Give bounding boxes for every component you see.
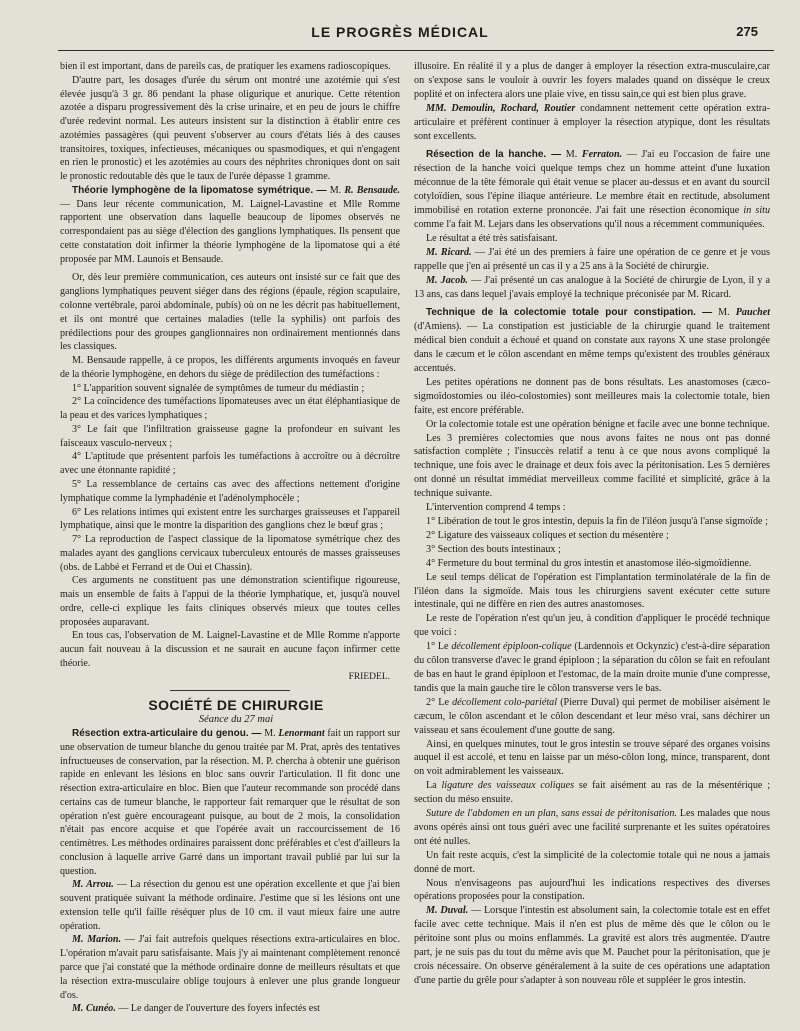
paragraph: M. Jacob. — J'ai présenté un cas analogue à la Société de chirurgie de Lyon, il y a 13 ans, cas dans lequel j'avais employé la technique préconisée par M. Ricard. xyxy=(414,274,770,300)
author-name: Ferraton. xyxy=(581,149,623,161)
speaker-name: M. Ricard. xyxy=(426,246,472,258)
paragraph: Les 3 premières colectomies que nous avons faites ne nous ont pas donné satisfaction complète ; l'insuccès relatif a tenu à ce que nous avons compliqué la technique, une fois avec le drainage et deux fois avec la péritonisation. Les 5 dernières ont donné un résultat immédiat merveilleux comme facilité et simplicité, grâce à la technique suivante. xyxy=(414,432,770,500)
paragraph: bien il est important, dans de pareils cas, de pratiquer les examens radioscopiques. xyxy=(60,61,391,72)
paragraph: Or la colectomie totale est une opération bénigne et facile avec une bonne technique. xyxy=(426,418,770,430)
paragraph: MM. Demoulin, Rochard, Routier condamnent nettement cette opération extra-articulaire et préfèrent continuer à employer la résection atypique, dont les résultats sont excellents. xyxy=(414,102,771,142)
paragraph: Les petites opérations ne donnent pas de bons résultats. Les anastomoses (cæco-sigmoïdostomies ou iléo-colostomies) sont meilleures mais la colectomie totale, bien faite, est encore préférable. xyxy=(414,376,770,416)
header-rule xyxy=(58,50,774,51)
paragraph: L'intervention comprend 4 temps : xyxy=(426,502,566,514)
paragraph: Le seul temps délicat de l'opération est l'implantation terminolatérale de la fin de l'iléon dans la sigmoïde. Mais tous les chirurgiens savent exécuter cette suture intestinale, qui ne diffère en rien des autres anastomoses. xyxy=(414,571,770,611)
resection-genou-article: Résection extra-articulaire du genou. — M. Lenormant fait un rapport sur une observation de tumeur blanche du genou traitée par M. Prat, après des tentatives infructueuses de conservation, par la résection. M. P. chercha à obtenir une guérison rapide en enlevant les lésions en bloc sans ouvrir l'articulation. Il fit donc une résection extra-articulaire en bloc. Bien que l'auteur recommande son procédé dans certains cas de tumeur blanche, le rapporteur fait remarquer que le résultat de son opération n'est guère encourageant puisque, au bout de 2 mois, la consolidation n'était pas encore acquise et que l'opérée avait un raccourcissement de 16 centimètres. Les méthodes ordinaires paraissent donc préférables et c'est d'ailleurs la conclusion à laquelle arrive Garré dans un important travail publié par lui sur la question. xyxy=(60,727,401,877)
session-date: Séance du 27 mai xyxy=(198,714,274,726)
list-item: 3° Section des bouts intestinaux ; xyxy=(426,543,561,555)
left-column xyxy=(60,60,400,1016)
list-item: 6° Les relations intimes qui existent entre les surcharges graisseuses et l'appareil lymphatique, ainsi que le montre la disparition des ganglions chez le bœuf gras ; xyxy=(60,506,400,532)
speaker-name: M. Cunéo. xyxy=(72,1003,116,1015)
paragraph: Le résultat a été très satisfaisant. xyxy=(426,232,558,244)
article-title: Résection extra-articulaire du genou. — xyxy=(72,727,262,739)
paragraph: La ligature des vaisseaux coliques se fait aisément au ras de la mésentérique ; section du méso ensuite. xyxy=(414,780,771,806)
list-item: 2° Ligature des vaisseaux coliques et section du mésentère ; xyxy=(426,529,669,541)
colectomie-article: Technique de la colectomie totale pour constipation. — M. Pauchet (d'Amiens). — La constipation est justiciable de la chirurgie quand le traitement médical bien conduit a échoué et quand on constate aux rayons X une stase prolongée dans le cæcum et le côlon ascendant en même temps qu'existent des troubles généraux accentués. xyxy=(414,307,771,375)
paragraph: En tous cas, l'observation de M. Laignel-Lavastine et de Mlle Romme n'apporte aucun fait nouveau à la discussion et ne saurait en aucune façon infirmer cette théorie. xyxy=(60,630,400,669)
page-header xyxy=(0,6,800,46)
paragraph: Ainsi, en quelques minutes, tout le gros intestin se trouve séparé des organes voisins auquel il est accolé, et tenu en laisse par un méso-côlon long, mince, transparent, dont on voit admirablement les vaisseaux. xyxy=(414,738,770,778)
speaker-name: M. Arrou. xyxy=(72,879,114,891)
list-item: 3° Le fait que l'infiltration graisseuse gagne la profondeur en suivant les faisceaux vasculo-nerveux ; xyxy=(60,423,400,449)
list-item: 2° La coïncidence des tuméfactions lipomateuses avec un état éléphantiasique de la peau et des varices lymphatiques ; xyxy=(60,396,400,422)
paragraph: Suture de l'abdomen en un plan, sans essai de péritonisation. Les malades que nous avons opérés ainsi ont tous guéri avec une facilité surprenante et les suites opératoires ont été nulles. xyxy=(414,808,770,847)
list-item: 7° La reproduction de l'aspect classique de la lipomatose symétrique chez des malades ayant des ganglions cervicaux tuberculeux entourés de masses graisseuses (obs. de Labbé et Ferrand et de Oui et Chassin). xyxy=(60,534,400,573)
author-name: Lenormant xyxy=(278,727,325,739)
paragraph: Ces arguments ne constituent pas une démonstration scientifique rigoureuse, mais un ensemble de faits à l'appui de la théorie lymphatique, et, jusqu'à nouvel ordre, celle-ci explique les faits cliniques observés mieux que toutes celles proposées auparavant. xyxy=(60,575,400,628)
paragraph: M. Ricard. — J'ai été un des premiers à faire une opération de ce genre et je vous rappelle que j'en ai présenté un cas il y a 25 ans à la Société de chirurgie. xyxy=(414,246,770,272)
paragraph: Or, dès leur première communication, ces auteurs ont insisté sur ce fait que des ganglions lymphatiques peuvent siéger dans des régions (épaule, région scapulaire, colonne vertébrale, paroi abdominale, pubis) où on ne les décrit pas habituellement, et ils ont montré que certaines maladies (telle la syphilis) ont parfois des prédilections pour des groupes ganglionnaires non ordinairement mentionnés dans les classiques. xyxy=(60,272,400,353)
signature: FRIEDEL. xyxy=(348,671,390,682)
article-title: Technique de la colectomie totale pour constipation. — xyxy=(426,307,713,319)
journal-title: LE PROGRÈS MÉDICAL xyxy=(311,24,489,40)
paragraph: D'autre part, les dosages d'urée du sérum ont montré une azotémie qui s'est élevée jusqu'à 3 gr. 86 pendant la phase oligurique et anurique. Cette rétention azotée a disparu progressivement dès la crise urinaire, et en peu de jours le chiffre d'urée redevint normal. Les auteurs insistent sur la distinction à établir entre ces azotémies passagères (qui peuvent s'observer au cours d'états liés à des causes transitoires, toxiques, infectieuses, mécaniques ou spasmodiques, et qui n'engagent en rien le pronostic) et les azotémies au cours des néphrites chroniques dont on sait le pronostic redoutable dès que le taux de l'urée dépasse 1 gramme. xyxy=(60,74,400,183)
paragraph: M. Arrou. — La résection du genou est une opération excellente et que j'ai bien souvent pratiquée suivant la méthode ordinaire. J'estime que si les lésions ont une extension telle qu'il faille réséquer plus de 10 cm. il vaut mieux faire une autre opération. xyxy=(60,879,400,932)
list-item: 1° L'apparition souvent signalée de symptômes de tumeur du médiastin ; xyxy=(72,382,365,394)
speaker-name: M. Duval. xyxy=(426,905,469,917)
paragraph: Nous n'envisageons pas aujourd'hui les indications respectives des diverses opérations proposées pour la constipation. xyxy=(414,877,770,903)
paragraph: M. Cunéo. — Le danger de l'ouverture des foyers infectés est xyxy=(72,1003,320,1015)
paragraph: illusoire. En réalité il y a plus de danger à employer la résection extra-musculaire,car on s'expose sans le vouloir à ouvrir les foyers malades quand on dissèque le creux poplité et on infectera alors une plaie vive, en tissu sain,ce qui est bien plus grave. xyxy=(414,61,770,100)
list-item: 5° La ressemblance de certains cas avec des affections nettement d'origine lymphatique comme la lymphadénie et l'adénolymphocèle ; xyxy=(60,478,400,504)
speaker-name: M. Jacob. xyxy=(426,274,468,286)
right-column xyxy=(414,60,770,988)
list-item: 2° Le décollement colo-pariétal (Pierre Duval) qui permet de mobiliser aisément le cæcum, le côlon ascendant et le côlon descendant et leur méso vrai, sans déchirer un vaisseau et sans écoulement d'une goutte de sang. xyxy=(414,696,771,736)
article-title: Théorie lymphogène de la lipomatose symétrique. — xyxy=(72,184,327,196)
paragraph: M. Marion. — J'ai fait autrefois quelques résections extra-articulaires en bloc. L'opération m'avait paru satisfaisante. Mais j'y ai maintenant complètement renoncé parce que j'ai constaté que la méthode ordinaire donne de meilleurs résultats et que la résection extra-musculaire oblige toujours à enlever une plus grande longueur d'os. xyxy=(60,934,400,1001)
paragraph: Le reste de l'opération n'est qu'un jeu, à condition d'appliquer le procédé technique que voici : xyxy=(414,613,770,639)
list-item: 1° Le décollement épiploon-colique (Lardennois et Ockynzic) c'est-à-dire séparation du côlon transverse d'avec le grand épiploon ; la séparation du côlon se fait en refoulant de bas en haut le grand épiploon et l'estomac, de la main droite munie d'une compresse, tandis que la main gauche tire le côlon transverse vers le bas. xyxy=(414,641,770,694)
section-title: SOCIÉTÉ DE CHIRURGIE xyxy=(148,697,324,714)
paragraph: Un fait reste acquis, c'est la simplicité de la colectomie totale qui ne nous a jamais donné de mort. xyxy=(414,849,770,875)
lipomatose-article: Théorie lymphogène de la lipomatose symétrique. — M. R. Bensaude. — Dans leur récente communication, M. Laignel-Lavastine et Mlle Romme rapportent une observation dans laquelle beaucoup de lipomes observés ne correspondaient pas au siège d'élection des ganglions lymphatiques. Ils pensent que cette constatation doit infirmer la théorie lymphogène de la lipomatose qui a été proposée par MM. Launois et Bensaude. xyxy=(60,184,400,265)
list-item: 4° L'aptitude que présentent parfois les tuméfactions à accroître ou à décroître avec une étonnante rapidité ; xyxy=(60,451,400,477)
paragraph: M. Bensaude rappelle, à ce propos, les différents arguments invoqués en faveur de la théorie lymphogène, en dehors du siège de prédilection des tuméfactions : xyxy=(60,355,400,380)
article-title: Résection de la hanche. — xyxy=(426,149,562,161)
author-name: Pauchet xyxy=(735,307,771,319)
speaker-name: M. Marion. xyxy=(72,934,122,946)
section-divider xyxy=(170,690,290,691)
page-number: 275 xyxy=(736,24,758,39)
resection-hanche-article: Résection de la hanche. — M. Ferraton. — J'ai eu l'occasion de faire une résection de la hanche voici quelque temps chez un homme atteint d'une luxation méconnue de la tête fémorale qui était venue se placer au-dessus et en avant du sourcil cotyloïdien, sous l'épine iliaque antérieure. Le membre était en rectitude, absolument immobilisé en rotation externe prononcée. J'ai fait une résection économique in situ comme l'a fait M. Lejars dans les observations qu'il nous a récemment communiquées. xyxy=(414,149,771,230)
list-item: 4° Fermeture du bout terminal du gros intestin et anastomose iléo-sigmoïdienne. xyxy=(426,557,752,569)
paragraph: M. Duval. — Lorsque l'intestin est absolument sain, la colectomie totale est en effet facile avec cette technique. Mais il n'en est plus de même dès que le côlon ou le péritoine sont plus ou moins enflammés. La gravité est alors très augmentée. D'autre part, je ne suis pas du tout du même avis que M. Pauchet pour la péritonisation, que je crois nécessaire. On observe généralement à la suite de ces opérations une adaptation d'une partie du grêle pour s'adapter à son nouveau rôle et suppléer le gros intestin. xyxy=(414,905,770,986)
speaker-name: MM. Demoulin, Rochard, Routier xyxy=(426,102,576,114)
list-item: 1° Libération de tout le gros intestin, depuis la fin de l'iléon jusqu'à l'anse sigmoïde ; xyxy=(426,516,768,527)
author-name: R. Bensaude. xyxy=(344,184,400,196)
